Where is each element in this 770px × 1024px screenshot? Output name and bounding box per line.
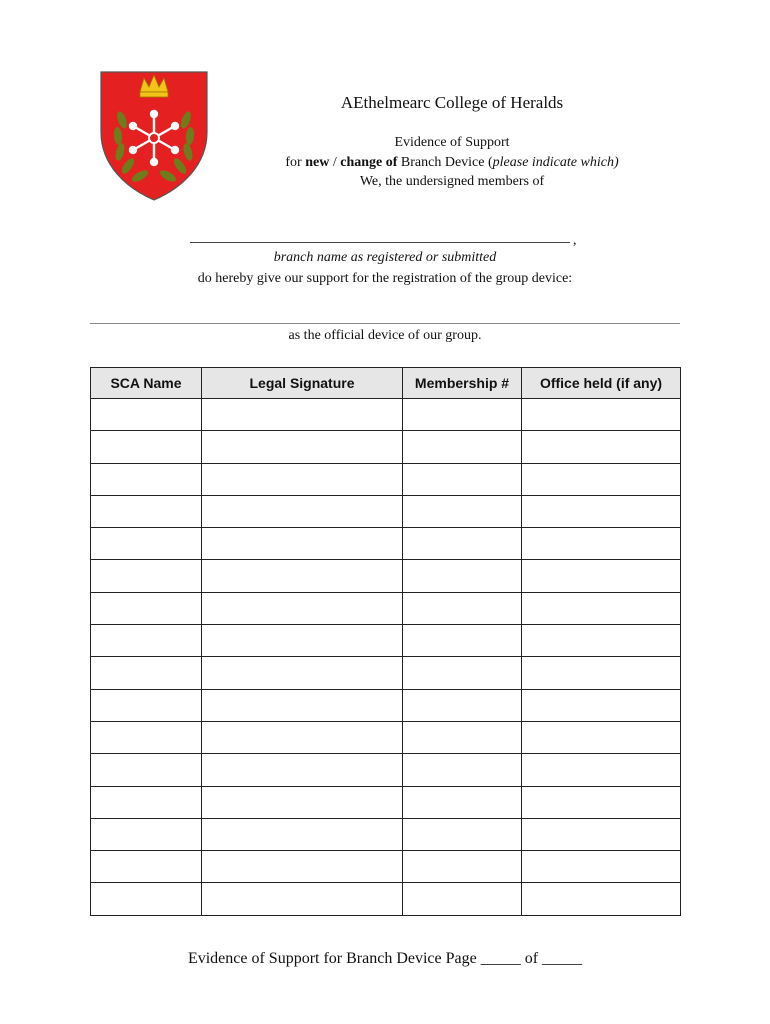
membership-cell[interactable]: [403, 818, 522, 850]
legal-signature-cell[interactable]: [202, 625, 403, 657]
branch-device-text: Branch Device (: [400, 155, 493, 170]
sca-name-cell[interactable]: [91, 463, 202, 495]
membership-cell[interactable]: [403, 851, 522, 883]
sca-name-cell[interactable]: [91, 625, 202, 657]
page-title: AEthelmearc College of Heralds: [340, 93, 564, 112]
office-held-cell[interactable]: [522, 786, 681, 818]
support-statement: do hereby give our support for the registration of the group device:: [197, 271, 573, 286]
table-row: [91, 625, 681, 657]
sca-name-cell[interactable]: [91, 528, 202, 560]
sca-name-cell[interactable]: [91, 560, 202, 592]
sca-name-cell[interactable]: [91, 786, 202, 818]
office-held-cell[interactable]: [522, 754, 681, 786]
group-device-field[interactable]: [90, 323, 680, 324]
for-text: for: [285, 155, 302, 170]
col-header-legal-signature: Legal Signature: [202, 368, 403, 399]
device-type-line: [0, 155, 770, 171]
legal-signature-cell[interactable]: [202, 431, 403, 463]
legal-signature-cell[interactable]: [202, 689, 403, 721]
legal-signature-cell[interactable]: [202, 399, 403, 431]
sca-name-cell[interactable]: [91, 657, 202, 689]
table-row: [91, 689, 681, 721]
legal-signature-cell[interactable]: [202, 851, 403, 883]
table-row: [91, 495, 681, 527]
office-held-cell[interactable]: [522, 818, 681, 850]
legal-signature-cell[interactable]: [202, 528, 403, 560]
membership-cell[interactable]: [403, 399, 522, 431]
membership-cell[interactable]: [403, 721, 522, 753]
office-held-cell[interactable]: [522, 399, 681, 431]
membership-cell[interactable]: [403, 463, 522, 495]
sca-name-cell[interactable]: [91, 754, 202, 786]
legal-signature-cell[interactable]: [202, 786, 403, 818]
membership-cell[interactable]: [403, 592, 522, 624]
office-held-cell[interactable]: [522, 495, 681, 527]
branch-name-caption: branch name as registered or submitted: [273, 250, 497, 265]
sca-name-cell[interactable]: [91, 592, 202, 624]
table-header-row: [91, 368, 681, 399]
please-indicate-text: please indicate which): [492, 155, 619, 170]
membership-cell[interactable]: [403, 560, 522, 592]
sca-name-cell[interactable]: [91, 689, 202, 721]
legal-signature-cell[interactable]: [202, 754, 403, 786]
membership-cell[interactable]: [403, 786, 522, 818]
table-row: [91, 754, 681, 786]
legal-signature-cell[interactable]: [202, 560, 403, 592]
col-header-sca-name: SCA Name: [91, 368, 202, 399]
office-held-cell[interactable]: [522, 625, 681, 657]
office-held-cell[interactable]: [522, 463, 681, 495]
change-option: change of: [340, 155, 398, 170]
subtitle: Evidence of Support: [394, 135, 510, 150]
table-row: [91, 463, 681, 495]
table-row: [91, 721, 681, 753]
table-row: [91, 883, 681, 915]
table-row: [91, 818, 681, 850]
office-held-cell[interactable]: [522, 592, 681, 624]
legal-signature-cell[interactable]: [202, 495, 403, 527]
table-row: [91, 399, 681, 431]
col-header-membership: Membership #: [403, 368, 522, 399]
sca-name-cell[interactable]: [91, 883, 202, 915]
table-row: [91, 786, 681, 818]
table-row: [91, 528, 681, 560]
undersigned-line: We, the undersigned members of: [359, 174, 545, 189]
membership-cell[interactable]: [403, 657, 522, 689]
legal-signature-cell[interactable]: [202, 463, 403, 495]
sca-name-cell[interactable]: [91, 851, 202, 883]
membership-cell[interactable]: [403, 883, 522, 915]
sca-name-cell[interactable]: [91, 818, 202, 850]
office-held-cell[interactable]: [522, 560, 681, 592]
legal-signature-cell[interactable]: [202, 818, 403, 850]
membership-cell[interactable]: [403, 625, 522, 657]
office-held-cell[interactable]: [522, 528, 681, 560]
new-option: new: [305, 155, 330, 170]
comma-text: ,: [573, 233, 577, 248]
sca-name-cell[interactable]: [91, 721, 202, 753]
sca-name-cell[interactable]: [91, 495, 202, 527]
table-row: [91, 560, 681, 592]
col-header-office-held: Office held (if any): [522, 368, 681, 399]
membership-cell[interactable]: [403, 528, 522, 560]
branch-name-field[interactable]: [190, 232, 570, 243]
signature-table: [90, 367, 681, 916]
office-held-cell[interactable]: [522, 883, 681, 915]
office-held-cell[interactable]: [522, 851, 681, 883]
legal-signature-cell[interactable]: [202, 883, 403, 915]
legal-signature-cell[interactable]: [202, 657, 403, 689]
table-row: [91, 657, 681, 689]
office-held-cell[interactable]: [522, 721, 681, 753]
sca-name-cell[interactable]: [91, 399, 202, 431]
membership-cell[interactable]: [403, 431, 522, 463]
office-held-cell[interactable]: [522, 431, 681, 463]
membership-cell[interactable]: [403, 754, 522, 786]
legal-signature-cell[interactable]: [202, 721, 403, 753]
office-held-cell[interactable]: [522, 657, 681, 689]
sca-name-cell[interactable]: [91, 431, 202, 463]
office-held-cell[interactable]: [522, 689, 681, 721]
table-row: [91, 592, 681, 624]
legal-signature-cell[interactable]: [202, 592, 403, 624]
membership-cell[interactable]: [403, 689, 522, 721]
official-device-statement: as the official device of our group.: [288, 328, 482, 343]
slash-text: /: [332, 155, 337, 170]
table-row: [91, 851, 681, 883]
page-footer: Evidence of Support for Branch Device Page _____ of _____: [187, 950, 583, 967]
table-row: [91, 431, 681, 463]
membership-cell[interactable]: [403, 495, 522, 527]
